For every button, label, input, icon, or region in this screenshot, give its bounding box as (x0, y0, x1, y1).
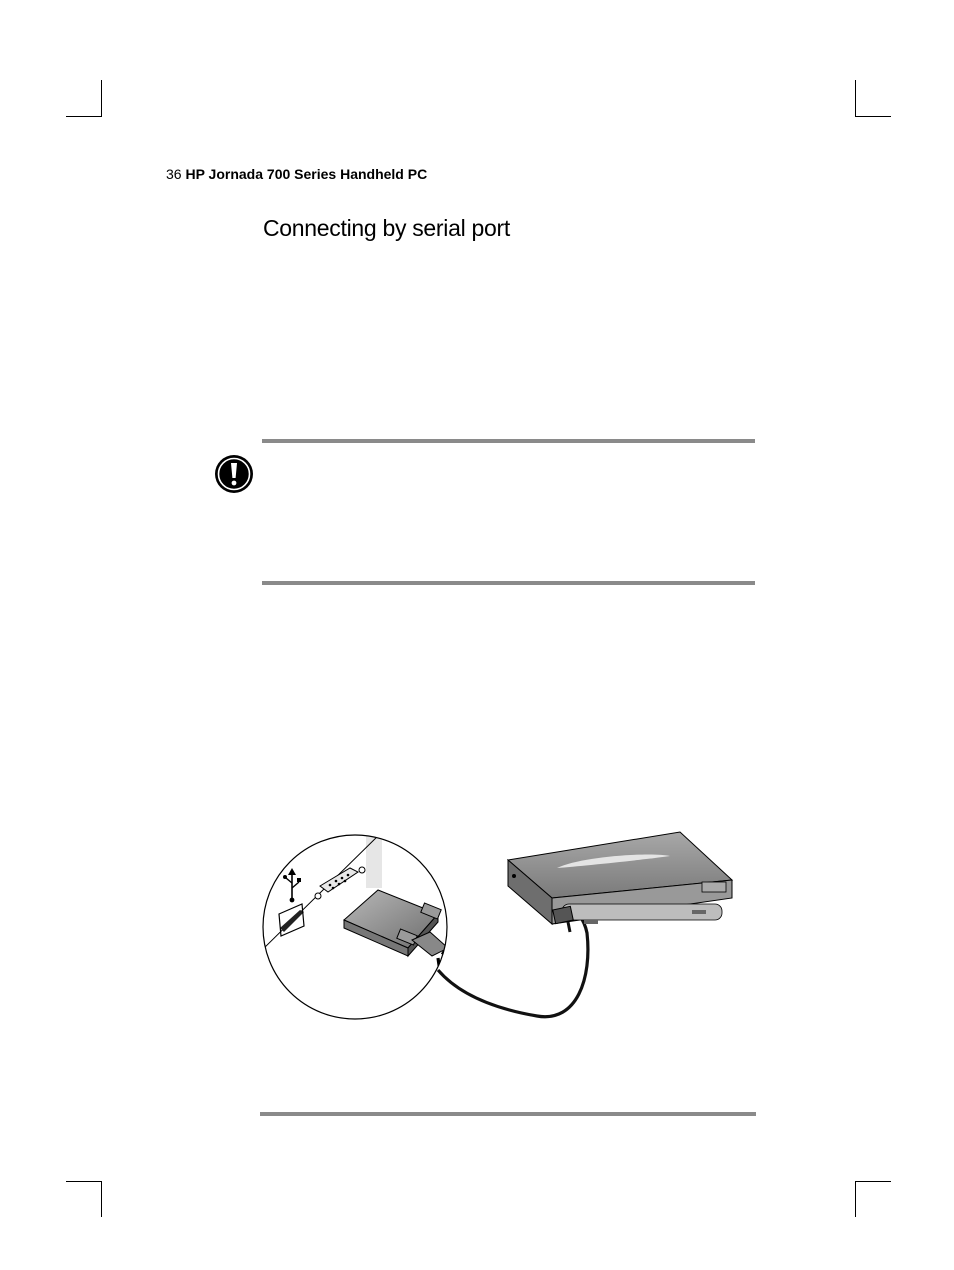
crop-mark (66, 1181, 102, 1182)
caution-top-rule (262, 439, 755, 443)
page-bottom-rule (260, 1112, 756, 1116)
usb-icon (283, 868, 301, 902)
running-header (166, 166, 427, 182)
caution-bottom-rule (262, 581, 755, 585)
section-title: Connecting by serial port (263, 215, 510, 241)
exclamation-caution-icon (214, 454, 254, 494)
handheld-device (508, 832, 732, 932)
crop-mark (66, 116, 102, 117)
crop-mark (855, 116, 891, 117)
serial-connection-illustration (262, 828, 738, 1028)
crop-mark (855, 1181, 856, 1217)
crop-mark (855, 80, 856, 116)
crop-mark (101, 1181, 102, 1217)
document-title: HP Jornada 700 Series Handheld PC (185, 166, 428, 182)
page-number: 36 (166, 166, 182, 182)
crop-mark (101, 80, 102, 116)
crop-mark (855, 1181, 891, 1182)
